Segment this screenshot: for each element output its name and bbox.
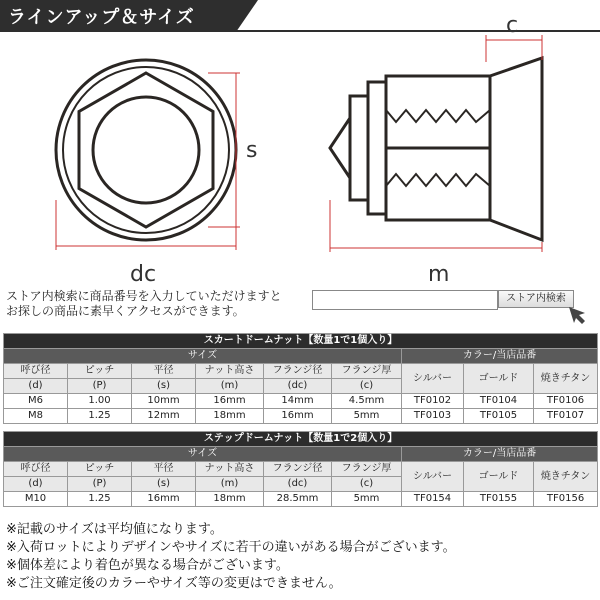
- dim-c: [486, 35, 542, 62]
- table-cell: 18mm: [196, 492, 264, 507]
- color-group-header: カラー/当店品番: [402, 349, 598, 364]
- table-cell: TF0106: [534, 394, 598, 409]
- table-cell: TF0156: [534, 492, 598, 507]
- dimension-diagram: [0, 0, 600, 290]
- flange-circle: [56, 60, 236, 240]
- dim-dc: [56, 200, 236, 250]
- col-header: 焼きチタン: [534, 462, 598, 492]
- spec-table-skirt: [3, 333, 598, 424]
- store-search-hint-line1: ストア内検索に商品番号を入力していただけますと: [6, 289, 282, 303]
- col-unit: (d): [4, 379, 68, 394]
- table-cell: 12mm: [132, 409, 196, 424]
- table-cell: M8: [4, 409, 68, 424]
- table-row: [4, 409, 598, 424]
- col-header: シルバー: [402, 364, 464, 394]
- col-header: フランジ径: [264, 364, 332, 379]
- dome-tip: [330, 118, 350, 178]
- col-unit: (m): [196, 379, 264, 394]
- col-header: ゴールド: [464, 364, 534, 394]
- col-header: ゴールド: [464, 462, 534, 492]
- dim-m: [330, 200, 542, 252]
- table-cell: TF0104: [464, 394, 534, 409]
- dim-label-dc: dc: [130, 262, 157, 287]
- dome-circle: [93, 97, 199, 203]
- col-header: 呼び径: [4, 364, 68, 379]
- table-cell: 1.25: [68, 409, 132, 424]
- table-cell: TF0103: [402, 409, 464, 424]
- pointer-arrow-icon: [566, 304, 588, 326]
- store-search-input[interactable]: [312, 290, 498, 310]
- table-cell: TF0155: [464, 492, 534, 507]
- table-cell: 16mm: [132, 492, 196, 507]
- col-unit: (d): [4, 477, 68, 492]
- table-row: [4, 492, 598, 507]
- table-cell: 1.00: [68, 394, 132, 409]
- table-cell: 18mm: [196, 409, 264, 424]
- col-header: フランジ厚: [332, 364, 402, 379]
- table-cell: 10mm: [132, 394, 196, 409]
- col-header: 平径: [132, 462, 196, 477]
- table-cell: 16mm: [264, 409, 332, 424]
- note-item: ※入荷ロットによりデザインやサイズに若干の違いがある場合がございます。: [6, 540, 456, 555]
- col-header: 平径: [132, 364, 196, 379]
- table-cell: TF0154: [402, 492, 464, 507]
- table-cell: 14mm: [264, 394, 332, 409]
- col-unit: (P): [68, 379, 132, 394]
- col-header: 焼きチタン: [534, 364, 598, 394]
- col-unit: (P): [68, 477, 132, 492]
- table-cell: 1.25: [68, 492, 132, 507]
- table-cell: TF0105: [464, 409, 534, 424]
- col-unit: (dc): [264, 477, 332, 492]
- table-title: ステップドームナット【数量1で2個入り】: [4, 432, 598, 447]
- note-item: ※ご注文確定後のカラーやサイズ等の変更はできません。: [6, 576, 342, 591]
- section-title: ラインアップ＆サイズ: [8, 7, 195, 28]
- col-header: フランジ厚: [332, 462, 402, 477]
- dim-label-c: c: [506, 13, 519, 38]
- note-item: ※記載のサイズは平均値になります。: [6, 522, 223, 537]
- col-header: ピッチ: [68, 462, 132, 477]
- table-cell: TF0102: [402, 394, 464, 409]
- table-cell: 4.5mm: [332, 394, 402, 409]
- table-cell: 16mm: [196, 394, 264, 409]
- notes-list: [6, 521, 596, 593]
- col-header: ナット高さ: [196, 462, 264, 477]
- col-header: ナット高さ: [196, 364, 264, 379]
- nut-front-view: [56, 60, 236, 240]
- table-cell: 28.5mm: [264, 492, 332, 507]
- table-title: スカートドームナット【数量1で1個入り】: [4, 334, 598, 349]
- color-group-header: カラー/当店品番: [402, 447, 598, 462]
- store-search-hint: [6, 289, 306, 319]
- size-group-header: サイズ: [4, 349, 402, 364]
- flange-inner-circle: [63, 67, 229, 233]
- col-unit: (s): [132, 379, 196, 394]
- table-cell: M6: [4, 394, 68, 409]
- dim-label-m: m: [428, 262, 450, 287]
- collar: [368, 82, 386, 214]
- col-unit: (m): [196, 477, 264, 492]
- dim-label-s: s: [246, 138, 258, 163]
- table-cell: 5mm: [332, 492, 402, 507]
- col-unit: (c): [332, 379, 402, 394]
- table-cell: 5mm: [332, 409, 402, 424]
- flange-skirt: [490, 58, 542, 240]
- table-row: [4, 394, 598, 409]
- dome-body: [350, 96, 368, 200]
- table-cell: M10: [4, 492, 68, 507]
- store-search-hint-line2: お探しの商品に素早くアクセスができます。: [6, 304, 245, 318]
- col-header: ピッチ: [68, 364, 132, 379]
- nut-side-view: [330, 58, 542, 240]
- col-unit: (dc): [264, 379, 332, 394]
- col-unit: (c): [332, 477, 402, 492]
- table-cell: TF0107: [534, 409, 598, 424]
- spec-table-step: [3, 431, 598, 507]
- note-item: ※個体差により着色が異なる場合がございます。: [6, 558, 289, 573]
- col-header: フランジ径: [264, 462, 332, 477]
- store-search-button[interactable]: ストア内検索: [498, 290, 574, 308]
- size-group-header: サイズ: [4, 447, 402, 462]
- col-header: シルバー: [402, 462, 464, 492]
- col-header: 呼び径: [4, 462, 68, 477]
- col-unit: (s): [132, 477, 196, 492]
